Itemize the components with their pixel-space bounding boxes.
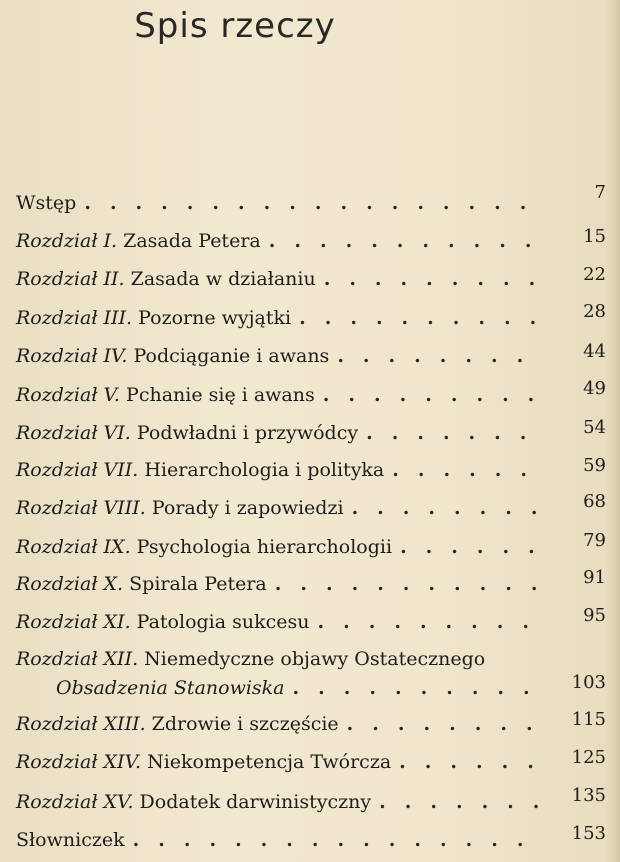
chapter-number: Rozdział XI. [16,611,131,633]
chapter-number: Rozdział XIII. [16,713,146,735]
chapter-number: Rozdział IV. [16,345,128,367]
entry-title: Pchanie się i awans [126,384,315,406]
chapter-number: Rozdział XIV. [16,751,142,773]
toc-entry-rozdzial-5[interactable] [0,378,620,414]
entry-title: Wstęp [16,192,77,214]
dot-leader [366,422,542,444]
entry-title: Zasada w działaniu [130,268,316,290]
chapter-number: Rozdział X. [16,573,124,595]
toc-entry-slowniczek[interactable] [0,823,620,859]
chapter-number: Rozdział III. [16,307,133,329]
entry-title: Niemedyczne objawy Ostatecznego [144,648,486,670]
chapter-number: Rozdział XV. [16,791,134,813]
page-number: 103 [571,672,606,693]
dot-leader [352,497,542,519]
dot-leader [293,677,542,699]
toc-entry-rozdzial-6[interactable] [0,417,620,452]
toc-entry-rozdzial-15[interactable] [0,785,620,821]
toc-entry-rozdzial-4[interactable] [0,341,620,375]
page-number: 91 [583,567,606,588]
dot-leader [323,384,542,406]
chapter-number: Rozdział VI. [16,422,131,444]
page-number: 59 [583,455,606,476]
toc-entry-rozdzial-8[interactable] [0,491,620,527]
chapter-number: Rozdział VIII. [16,497,146,519]
page-number: 54 [583,417,606,438]
chapter-number: Rozdział VII. [16,459,139,481]
toc-entry-rozdzial-7[interactable] [0,455,620,489]
page-number: 7 [594,182,606,203]
toc-entry-rozdzial-11[interactable] [0,605,620,641]
entry-title: Niekompetencja Twórcza [147,751,392,773]
entry-title: Słowniczek [16,829,125,851]
page-number: 79 [583,530,606,551]
dot-leader [392,459,542,481]
dot-leader [299,307,542,329]
dot-leader [275,573,542,595]
entry-title: Zasada Petera [123,230,261,252]
page-number: 95 [583,605,606,626]
dot-leader [133,829,542,851]
chapter-number: Rozdział V. [16,384,120,406]
page-number: 15 [583,226,606,247]
toc-entry-rozdzial-2[interactable] [0,264,620,298]
dot-leader [317,611,542,633]
dot-leader [347,713,542,735]
entry-title: Spirala Petera [129,573,267,595]
chapter-number: Rozdział XII. [16,648,139,670]
toc-entry-rozdzial-10[interactable] [0,567,620,603]
chapter-number: Rozdział IX. [16,536,131,558]
entry-title: Psychologia hierarchologii [136,536,393,558]
page-number: 49 [583,378,606,399]
entry-title: Porady i zapowiedzi [151,497,344,519]
page-number: 153 [571,823,606,844]
page-title: Spis rzeczy [134,6,336,46]
dot-leader [379,791,542,813]
chapter-number: Rozdział I. [16,230,118,252]
entry-title: Zdrowie i szczęście [151,713,339,735]
dot-leader [399,751,542,773]
toc-entry-rozdzial-1[interactable] [0,226,620,260]
dot-leader [337,345,542,367]
page-number: 115 [571,709,606,730]
entry-title: Hierarchologia i polityka [144,459,385,481]
chapter-number: Rozdział II. [16,268,125,290]
dot-leader [269,230,542,252]
page-number: 28 [583,301,606,322]
entry-title: Dodatek darwinistyczny [139,791,372,813]
toc-entry-rozdzial-14[interactable] [0,747,620,781]
page-number: 68 [583,491,606,512]
toc-entry-wstep[interactable] [0,182,620,222]
dot-leader [84,192,542,214]
dot-leader [400,536,542,558]
entry-title: Podwładni i przywódcy [136,422,359,444]
entry-title-continuation: Obsadzenia Stanowiska [56,677,285,699]
entry-title: Podciąganie i awans [133,345,330,367]
entry-title: Patologia sukcesu [136,611,310,633]
page-number: 44 [583,341,606,362]
toc-entry-rozdzial-3[interactable] [0,301,620,337]
entry-title: Pozorne wyjątki [138,307,292,329]
dot-leader [324,268,542,290]
toc-entry-rozdzial-9[interactable] [0,530,620,566]
page-number: 135 [571,785,606,806]
page-number: 22 [583,264,606,285]
toc-entry-rozdzial-12[interactable] [0,648,620,710]
toc-entry-rozdzial-13[interactable] [0,709,620,743]
page-number: 125 [571,747,606,768]
